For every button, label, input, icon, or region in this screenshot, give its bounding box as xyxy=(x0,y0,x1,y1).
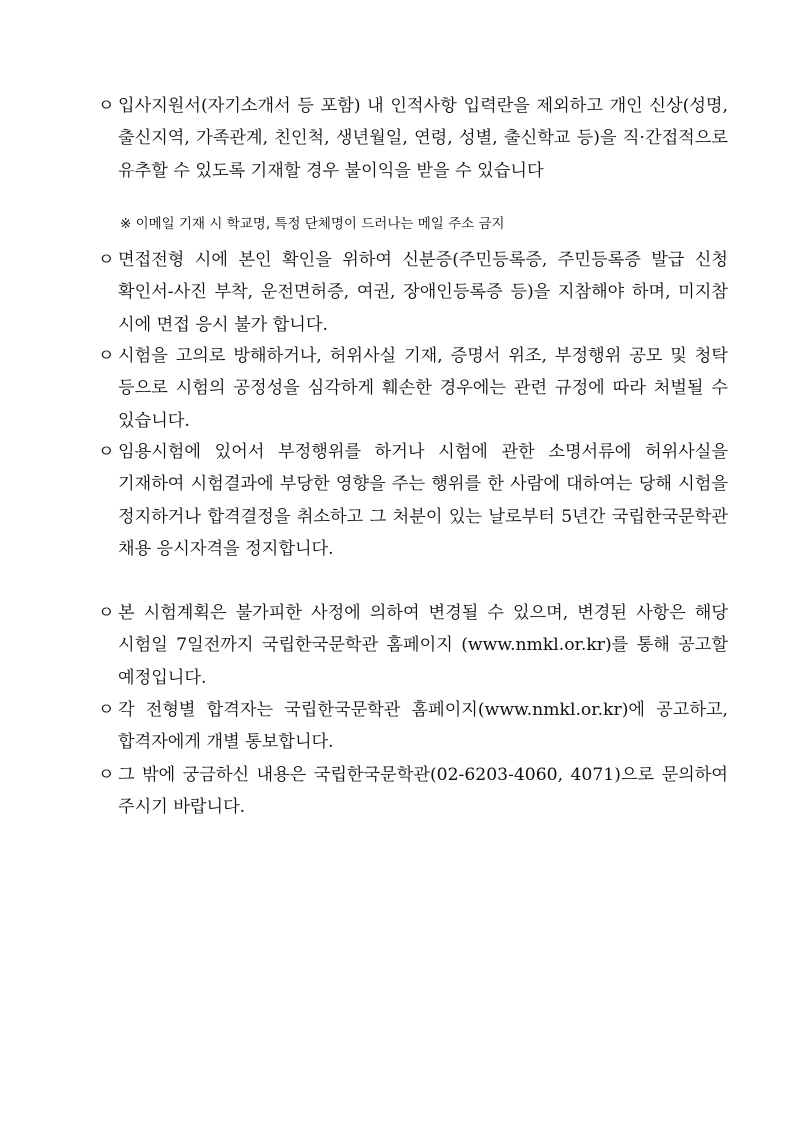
bullet-icon: ㅇ xyxy=(98,442,115,462)
notice-item-obstruction xyxy=(98,340,728,437)
notice-text: 임용시험에 있어서 부정행위를 하거나 시험에 관한 소명서류에 허위사실을 기재하여 시험결과에 부당한 영향을 주는 행위를 한 사람에 대하여는 당해 시험을 정지하거나 합격결정을 취소하고 그 처분이 있는 날로부터 5년간 국립한국문학관 채용 응시자격을 정지합니다. xyxy=(118,442,728,560)
bullet-icon: ㅇ xyxy=(98,603,115,623)
email-note: ※ 이메일 기재 시 학교명, 특정 단체명이 드러나는 메일 주소 금지 xyxy=(120,216,505,232)
bullet-icon: ㅇ xyxy=(98,765,115,785)
notice-text: 각 전형별 합격자는 국립한국문학관 홈페이지(www.nmkl.or.kr)에 공고하고, 합격자에게 개별 통보합니다. xyxy=(118,700,728,753)
notice-text: 그 밖에 궁금하신 내용은 국립한국문학관(02-6203-4060, 4071)으로 문의하여 주시기 바랍니다. xyxy=(118,765,728,818)
notice-text: 면접전형 시에 본인 확인을 위하여 신분증(주민등록증, 주민등록증 발급 신청 확인서-사진 부착, 운전면허증, 여권, 장애인등록증 등)을 지참해야 하며, 미지참 시에 면접 응시 불가 합니다. xyxy=(118,250,728,335)
notice-item-results xyxy=(98,694,728,759)
notice-item-interview-id xyxy=(98,244,728,341)
bullet-icon: ㅇ xyxy=(98,250,115,270)
notice-item-misconduct xyxy=(98,436,728,566)
notice-text: 시험을 고의로 방해하거나, 허위사실 기재, 증명서 위조, 부정행위 공모 및 청탁 등으로 시험의 공정성을 심각하게 훼손한 경우에는 관련 규정에 따라 처벌될 수 있습니다. xyxy=(118,346,728,431)
bullet-icon: ㅇ xyxy=(98,346,115,366)
bullet-icon: ㅇ xyxy=(98,700,115,720)
notice-item-inquiry xyxy=(98,759,728,824)
bullet-icon: ㅇ xyxy=(98,96,115,116)
notice-item-application-info xyxy=(98,90,728,187)
notice-text: 본 시험계획은 불가피한 사정에 의하여 변경될 수 있으며, 변경된 사항은 해당 시험일 7일전까지 국립한국문학관 홈페이지 (www.nmkl.or.kr)를 통해 공고할 예정입니다. xyxy=(118,603,728,688)
notice-item-plan-change xyxy=(98,597,728,694)
notice-text: 입사지원서(자기소개서 등 포함) 내 인적사항 입력란을 제외하고 개인 신상(성명, 출신지역, 가족관계, 친인척, 생년월일, 연령, 성별, 출신학교 등)을 직·간접적으로 유추할 수 있도록 기재할 경우 불이익을 받을 수 있습니다 xyxy=(118,96,728,181)
